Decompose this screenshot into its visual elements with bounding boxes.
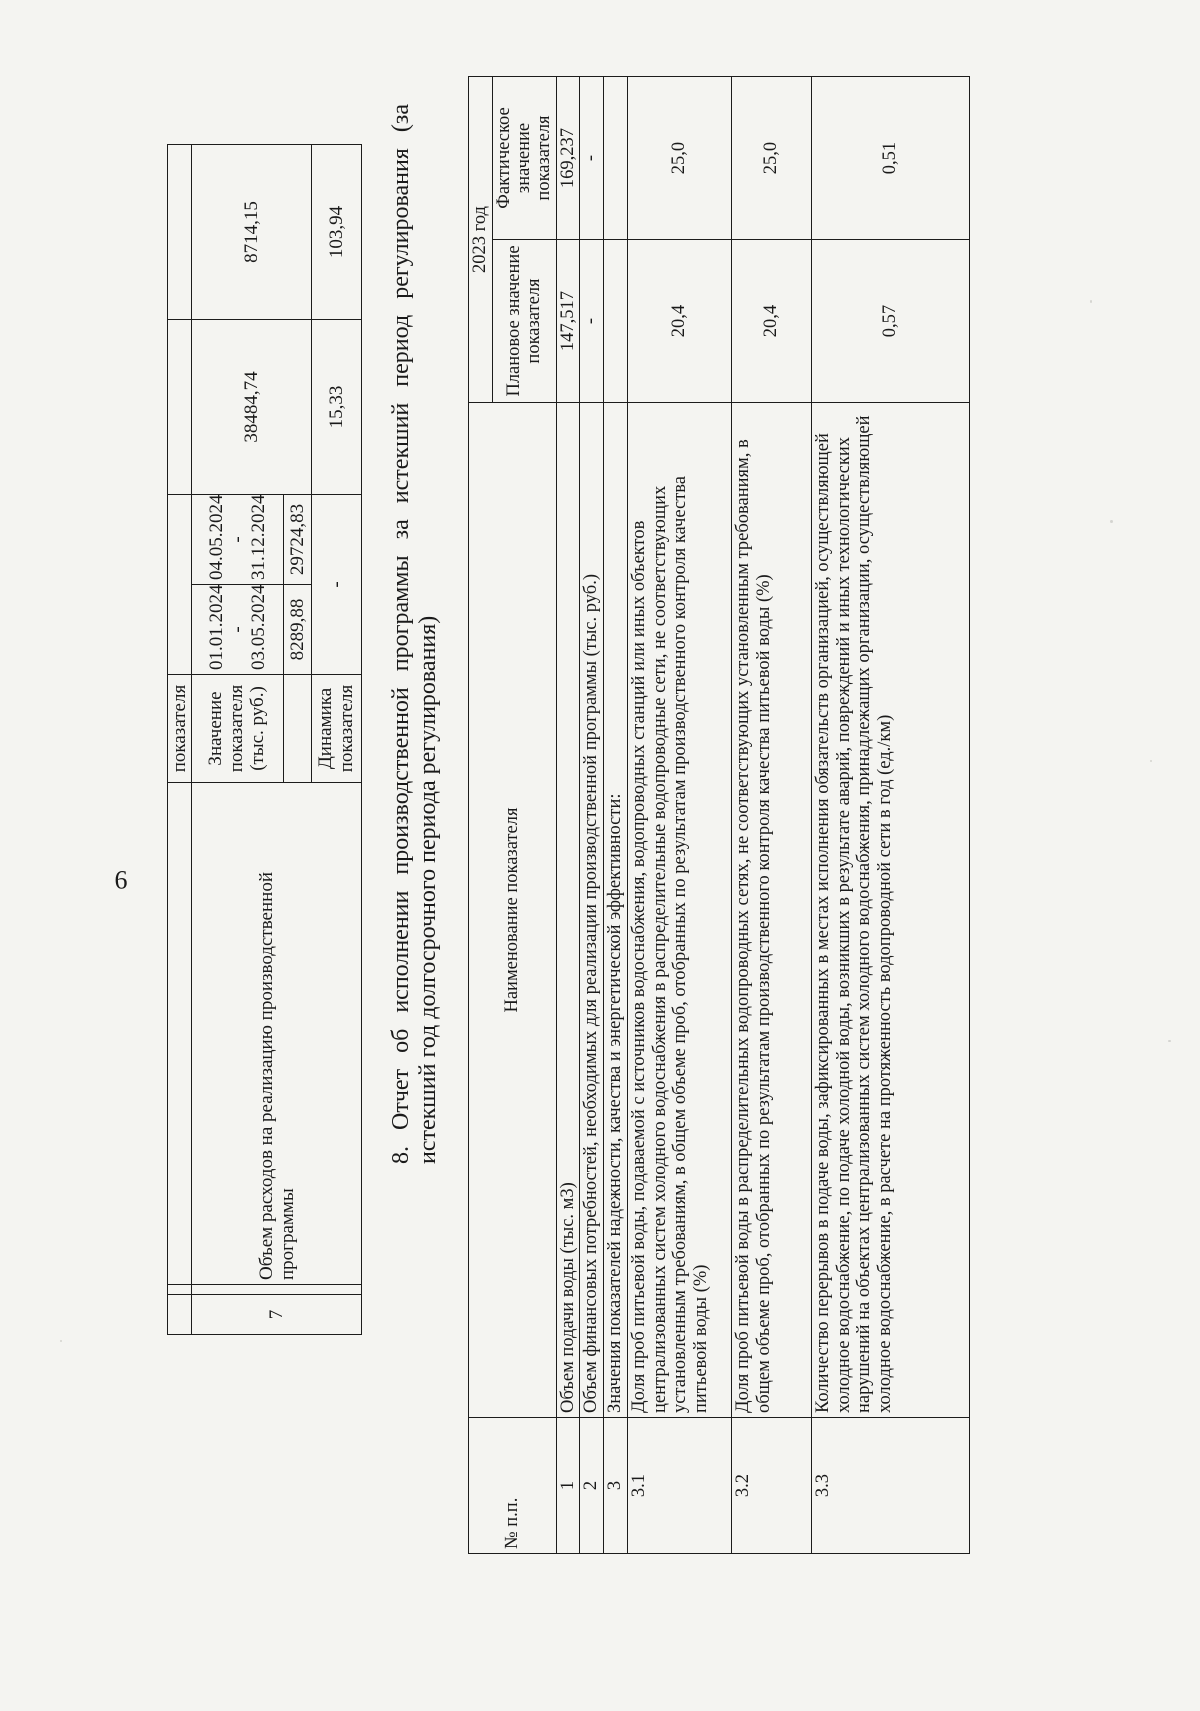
table-row (811, 76, 969, 1553)
row-number: 1 (556, 1418, 580, 1554)
row-number: 3 (604, 1418, 628, 1554)
row-fact: 25,0 (731, 76, 811, 239)
table7-row-number: 7 (192, 1295, 362, 1335)
table7-dynamics-fact: 103,94 (312, 145, 362, 320)
table-row (556, 76, 580, 1553)
row-number: 2 (580, 1418, 604, 1554)
column-header-year: 2023 год (469, 76, 493, 402)
page-number: 6 (114, 865, 128, 895)
table7-period1-end: 03.05.2024 (248, 584, 270, 670)
expenses-table (167, 144, 362, 1335)
row-fact: - (580, 76, 604, 239)
table7-total-plan: 38484,74 (192, 320, 312, 495)
table7-period1-start: 01.01.2024 (205, 584, 227, 670)
row-number: 3.1 (627, 1418, 731, 1554)
table7-period2-end: 31.12.2024 (248, 494, 270, 580)
row-plan: 20,4 (627, 240, 731, 403)
table7-period2-start: 04.05.2024 (205, 494, 227, 580)
section8-heading-text: 8. Отчет об исполнении производственной программы за истекший период регулирования (за истекший год долгосрочного периода регулирования) (388, 104, 441, 1164)
row-fact: 0,51 (811, 76, 969, 239)
table-row (580, 76, 604, 1553)
row-name: Объем подачи воды (тыс. м3) (556, 403, 580, 1418)
row-number: 3.3 (811, 1418, 969, 1554)
table7-value-row (192, 145, 284, 1335)
column-header-number: № п.п. (469, 1418, 557, 1554)
table7-top-row (168, 145, 192, 1335)
table7-period2-value: 29724,83 (284, 495, 312, 585)
table8-header-row (469, 76, 493, 1553)
table7-value-label: Значение показателя (тыс. руб.) (192, 675, 284, 783)
table-row (627, 76, 731, 1553)
row-number: 3.2 (731, 1418, 811, 1554)
row-name: Значения показателей надежности, качества и энергетической эффективности: (604, 403, 628, 1418)
row-plan: 0,57 (811, 240, 969, 403)
row-plan: - (580, 240, 604, 403)
table7-period2-dash: - (227, 536, 249, 543)
production-program-report-table (468, 76, 970, 1554)
column-header-name: Наименование показателя (469, 403, 557, 1418)
table7-dynamics-periods: - (312, 495, 362, 675)
table7-dynamics-plan: 15,33 (312, 320, 362, 495)
row-name: Объем финансовых потребностей, необходимых для реализации производственной программы (тыс. руб.) (580, 403, 604, 1418)
row-fact (604, 76, 628, 239)
row-plan: 20,4 (731, 240, 811, 403)
table7-dynamics-label: Динамика показателя (312, 675, 362, 783)
row-fact: 169,237 (556, 76, 580, 239)
table-row (604, 76, 628, 1553)
row-name: Доля проб питьевой воды, подаваемой с источников водоснабжения, водопроводных станций или иных объектов централизованных систем холодного водоснабжения в распределительные водопроводные сети, не соответствующих установленным требованиям, в общем объеме проб, отобранных по результатам производственного контроля качества питьевой воды (%) (627, 403, 731, 1418)
row-fact: 25,0 (627, 76, 731, 239)
row-name: Количество перерывов в подаче воды, зафиксированных в местах исполнения обязательств организацией, осуществляющей холодное водоснабжение, по подаче холодной воды, возникших в результате аварий, повреждений и иных технологических нарушений на объектах централизованных систем холодного водоснабжения, принадлежащих организации, осуществляющей холодное водоснабжение, в расчете на протяженность водопроводной сети в год (ед./км) (811, 403, 969, 1418)
column-header-fact: Фактическое значение показателя (492, 76, 556, 239)
row-plan: 147,517 (556, 240, 580, 403)
table7-label-fragment: показателя (168, 675, 192, 783)
table7-period1-dash: - (227, 626, 249, 633)
row-name: Доля проб питьевой воды в распределительных водопроводных сетях, не соответствующих установленным требованиям, в общем объеме проб, отобранных по результатам производственного контроля качества питьевой воды (%) (731, 403, 811, 1418)
table7-period1-value: 8289,88 (284, 585, 312, 675)
section8-heading (388, 104, 442, 1554)
table7-indicator-name: Объем расходов на реализацию производственной программы (192, 783, 362, 1285)
table-row (731, 76, 811, 1553)
column-header-plan: Плановое значение показателя (492, 240, 556, 403)
table7-total-fact: 8714,15 (192, 145, 312, 320)
row-plan (604, 240, 628, 403)
